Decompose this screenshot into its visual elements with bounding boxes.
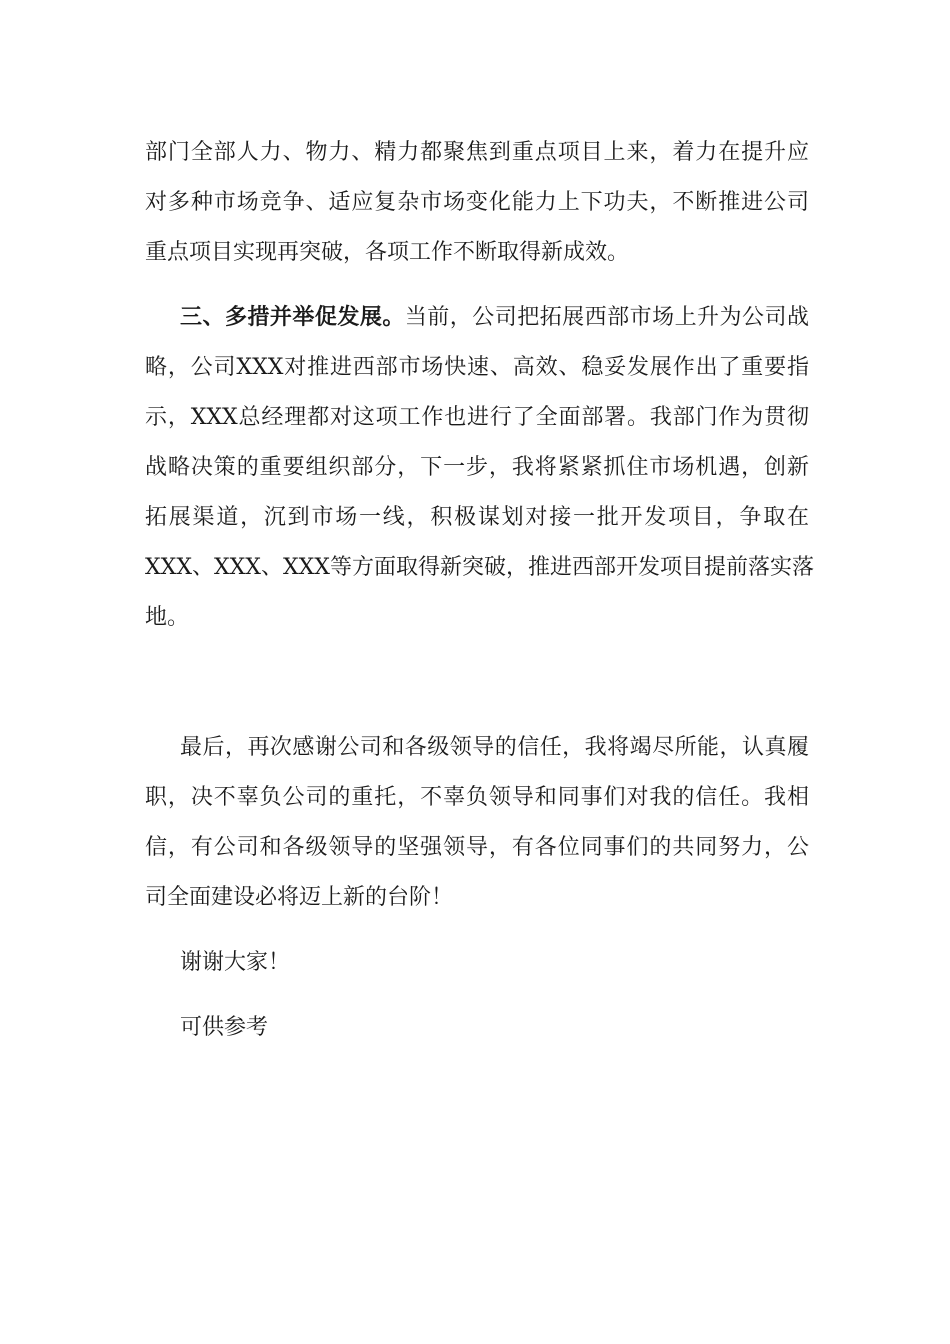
closing-note: 可供参考 xyxy=(180,1015,269,1040)
paragraph-1-line-3: 重点项目实现再突破，各项工作不断取得新成效。 xyxy=(145,240,630,265)
paragraph-2-line-7: 地。 xyxy=(145,605,190,630)
paragraph-3-line-1: 最后，再次感谢公司和各级领导的信任，我将竭尽所能，认真履 xyxy=(180,735,809,760)
paragraph-2-line-5: 拓展渠道，沉到市场一线，积极谋划对接一批开发项目，争取在 xyxy=(145,505,809,530)
closing-thanks: 谢谢大家！ xyxy=(180,950,291,975)
paragraph-3-line-3: 信，有公司和各级领导的坚强领导，有各位同事们的共同努力，公 xyxy=(145,835,809,860)
section-heading: 三、多措并举促发展。 xyxy=(180,305,405,330)
paragraph-2-line-1-text: 当前，公司把拓展西部市场上升为公司战 xyxy=(404,305,809,330)
paragraph-2-line-1 xyxy=(180,303,809,333)
paragraph-3-line-4: 司全面建设必将迈上新的台阶！ xyxy=(145,885,454,910)
paragraph-2-line-3: 示，XXX总经理都对这项工作也进行了全面部署。我部门作为贯彻 xyxy=(145,405,809,430)
paragraph-2-line-2: 略，公司XXX对推进西部市场快速、高效、稳妥发展作出了重要指 xyxy=(145,355,809,380)
paragraph-3-line-2: 职，决不辜负公司的重托，不辜负领导和同事们对我的信任。我相 xyxy=(145,785,809,810)
paragraph-1-line-1: 部门全部人力、物力、精力都聚焦到重点项目上来，着力在提升应 xyxy=(145,140,809,165)
paragraph-1-line-2: 对多种市场竞争、适应复杂市场变化能力上下功夫，不断推进公司 xyxy=(145,190,809,215)
paragraph-2-line-6: XXX、XXX、XXX等方面取得新突破，推进西部开发项目提前落实落 xyxy=(145,555,814,580)
paragraph-2-line-4: 战略决策的重要组织部分，下一步，我将紧紧抓住市场机遇，创新 xyxy=(145,455,809,480)
